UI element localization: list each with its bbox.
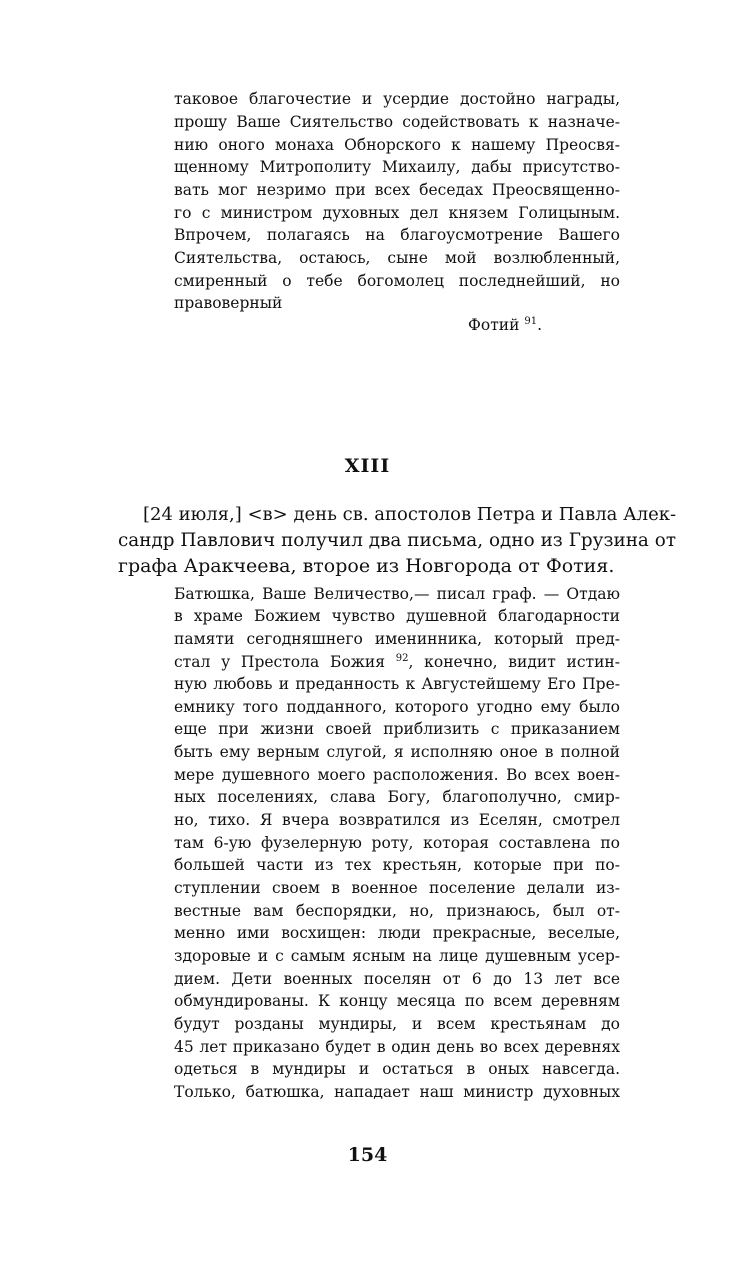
- text-line: ступлении своем в военное поселение делали из-: [174, 879, 620, 897]
- text-line: [24 июля,] <в> день св. апостолов Петра и Павла Алек-: [143, 504, 677, 525]
- text-line: щенному Митрополиту Михаилу, дабы присутство-: [174, 158, 620, 176]
- text-line: Сиятельства, остаюсь, сыне мой возлюбленный,: [174, 249, 620, 267]
- section-heading: XIII: [344, 455, 391, 477]
- text-line: мере душевного моего расположения. Во всех воен-: [174, 766, 620, 784]
- text-line: 45 лет приказано будет в один день во всех деревнях: [174, 1038, 620, 1056]
- text-line: еще при жизни своей приблизить с приказанием: [174, 720, 620, 738]
- page-number: 154: [347, 1144, 388, 1166]
- text-line: здоровые и с самым ясным на лице душевным усер-: [174, 947, 620, 965]
- text-line: прошу Ваше Сиятельство содействовать к назначе-: [174, 113, 620, 131]
- footnote-ref: 91: [524, 315, 538, 327]
- text-line: вать мог незримо при всех беседах Преосвященно-: [174, 181, 620, 199]
- text-line: менно ими восхищен: люди прекрасные, веселые,: [174, 924, 620, 942]
- text-line: нию оного монаха Обнорского к нашему Преосвя-: [174, 136, 620, 154]
- text-line: но, тихо. Я вчера возвратился из Еселян, смотрел: [174, 811, 620, 829]
- text-line: емнику того подданного, которого угодно ему было: [174, 698, 620, 716]
- text-line: ных поселениях, слава Богу, благополучно, смир-: [174, 788, 620, 806]
- text-line: памяти сегодняшнего именинника, который пред-: [174, 630, 620, 648]
- text-line: обмундированы. К концу месяца по всем деревням: [174, 992, 620, 1010]
- text-line: таковое благочестие и усердие достойно награды,: [174, 90, 620, 108]
- footnote-ref: 92: [395, 652, 409, 664]
- text-line: смиренный о тебе богомолец последнейший, но: [174, 272, 620, 290]
- text-line: графа Аракчеева, второе из Новгорода от Фотия.: [118, 555, 615, 577]
- text-line: Только, батюшка, нападает наш министр духовных: [174, 1083, 620, 1101]
- signature-name: Фотий: [468, 316, 520, 334]
- text-line: в храме Божием чувство душевной благодарности: [174, 607, 620, 625]
- text-line: одеться в мундиры и остаться в оных навсегда.: [174, 1060, 620, 1078]
- text-line: сандр Павлович получил два письма, одно из Грузина от: [118, 530, 676, 551]
- text-span: , конечно, видит истин-: [408, 653, 620, 671]
- text-span: стал у Престола Божия: [174, 653, 386, 671]
- text-line: Впрочем, полагаясь на благоусмотрение Вашего: [174, 226, 620, 244]
- text-line: большей части из тех крестьян, которые при по-: [174, 856, 620, 874]
- text-line: ную любовь и преданность к Августейшему Его Пре-: [174, 675, 620, 693]
- text-line: там 6-ую фузелерную роту, которая составлена по: [174, 834, 620, 852]
- text-line: правоверный: [174, 294, 283, 312]
- text-line: [174, 652, 620, 671]
- text-line: дием. Дети военных поселян от 6 до 13 лет все: [174, 970, 620, 988]
- text-line: быть ему верным слугой, я исполняю оное в полной: [174, 743, 620, 761]
- signature: [468, 315, 543, 334]
- signature-end: .: [537, 316, 543, 334]
- text-line: вестные вам беспорядки, но, признаюсь, был от-: [174, 902, 620, 920]
- text-line: будут розданы мундиры, и всем крестьянам до: [174, 1015, 620, 1033]
- text-line: Батюшка, Ваше Величество,— писал граф. — Отдаю: [174, 585, 620, 603]
- text-line: го с министром духовных дел князем Голицыным.: [174, 204, 620, 222]
